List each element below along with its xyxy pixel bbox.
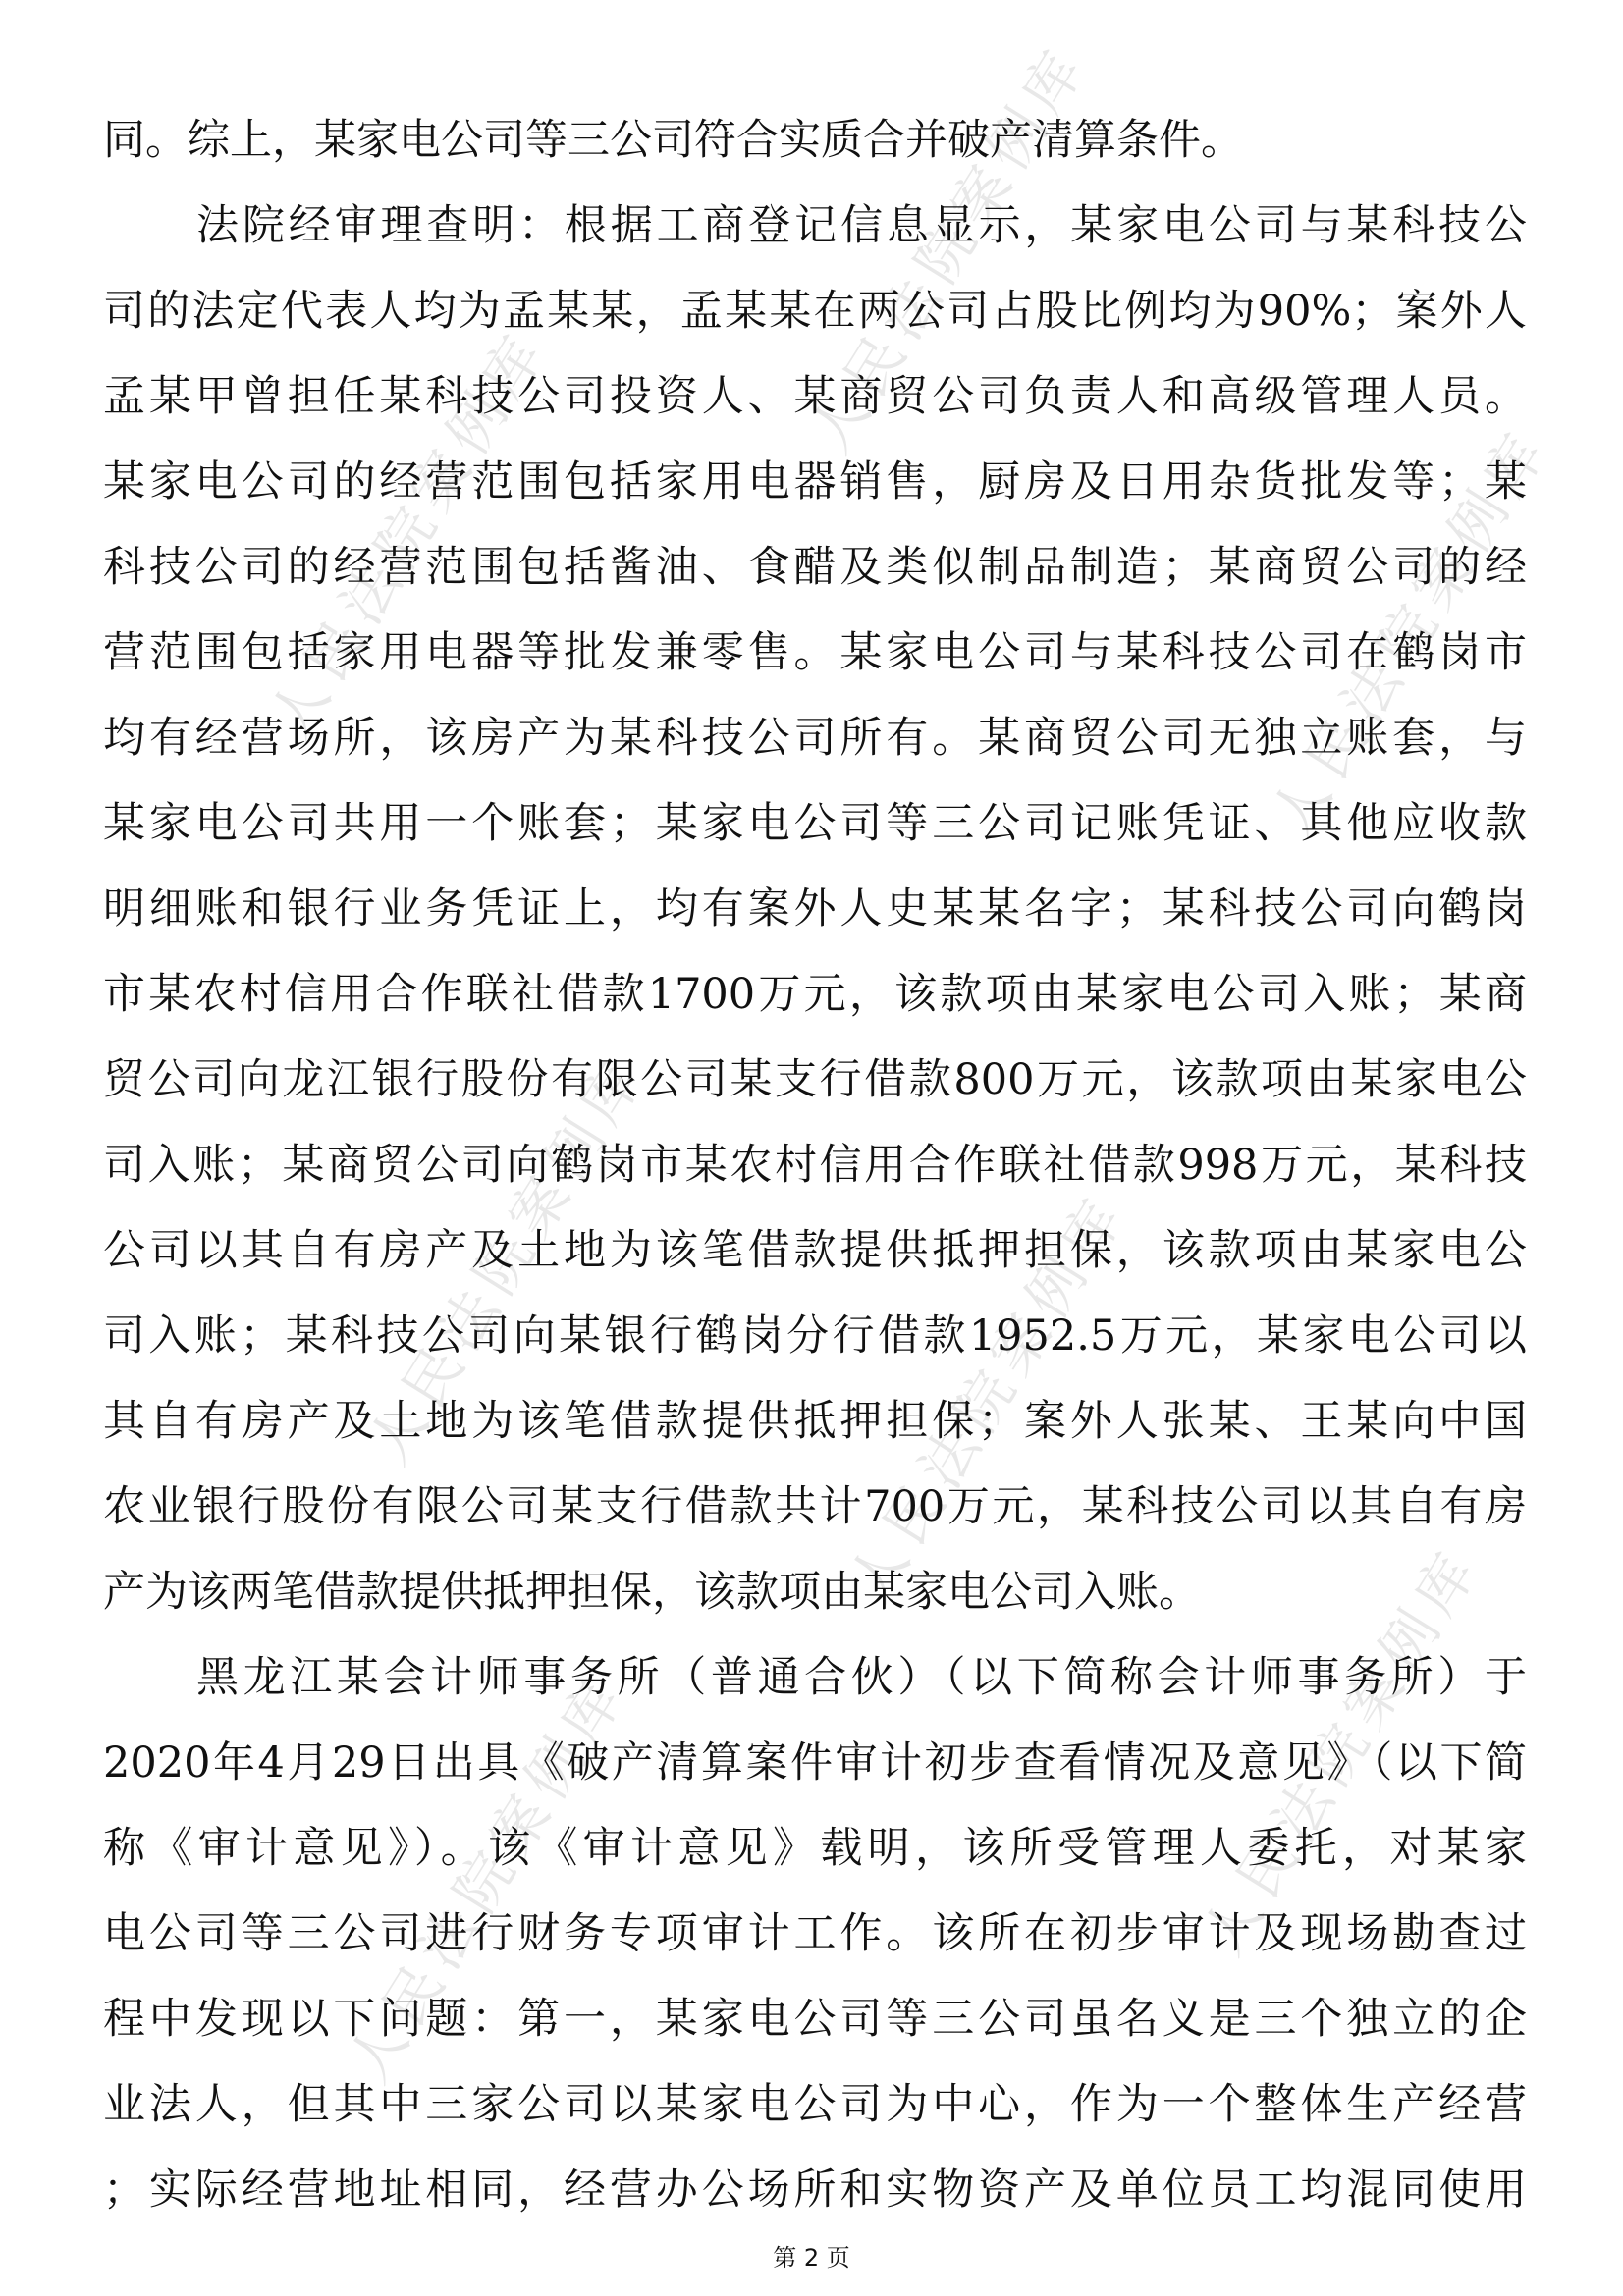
text-line: 产为该两笔借款提供抵押担保，该款项由某家电公司入账。 [103,1568,1201,1617]
text-line: 司入账；某商贸公司向鹤岗市某农村信用合作联社借款998万元，某科技 [103,1141,1527,1190]
watermark-7: 人民法院案例库 [335,1662,639,2094]
watermark-4: 人民法院案例库 [354,1043,659,1475]
watermark-2: 人民法院案例库 [796,32,1101,464]
text-line: 营范围包括家用电器等批发兼零售。某家电公司与某科技公司在鹤岗市 [103,628,1527,677]
text-line: 均有经营场所，该房产为某科技公司所有。某商贸公司无独立账套，与 [103,714,1527,763]
text-line: 某家电公司共用一个账套；某家电公司等三公司记账凭证、其他应收款 [103,799,1527,848]
text-line: ；实际经营地址相同，经营办公场所和实物资产及单位员工均混同使用 [103,2165,1527,2215]
watermark-1: 人民法院案例库 [256,317,561,749]
watermark-5: 人民法院案例库 [836,1181,1140,1613]
text-line: 同。综上，某家电公司等三公司符合实质合并破产清算条件。 [103,116,1243,165]
text-line: 程中发现以下问题：第一，某家电公司等三公司虽名义是三个独立的企 [103,1995,1527,2044]
text-line: 司的法定代表人均为孟某某，孟某某在两公司占股比例均为90%；案外人 [103,287,1527,336]
text-line: 电公司等三公司进行财务专项审计工作。该所在初步审计及现场勘查过 [103,1909,1527,1958]
text-line: 法院经审理查明：根据工商登记信息显示，某家电公司与某科技公 [196,201,1527,250]
text-line: 市某农村信用合作联社借款1700万元，该款项由某家电公司入账；某商 [103,970,1527,1019]
text-line: 业法人，但其中三家公司以某家电公司为中心，作为一个整体生产经营 [103,2080,1527,2129]
text-line: 称《审计意见》）。该《审计意见》载明，该所受管理人委托，对某家 [103,1824,1527,1873]
text-line: 农业银行股份有限公司某支行借款共计700万元，某科技公司以其自有房 [103,1482,1527,1531]
text-line: 孟某甲曾担任某科技公司投资人、某商贸公司负责人和高级管理人员。 [103,372,1527,421]
text-line: 公司以其自有房产及土地为该笔借款提供抵押担保，该款项由某家电公 [103,1226,1527,1275]
text-line: 黑龙江某会计师事务所（普通合伙）（以下简称会计师事务所）于 [196,1653,1527,1702]
text-line: 其自有房产及土地为该笔借款提供抵押担保；案外人张某、王某向中国 [103,1397,1527,1446]
text-line: 2020年4月29日出具《破产清算案件审计初步查看情况及意见》（以下简 [103,1738,1527,1788]
text-line: 贸公司向龙江银行股份有限公司某支行借款800万元，该款项由某家电公 [103,1055,1527,1104]
page-number: 第 2 页 [773,2244,850,2271]
text-line: 司入账；某科技公司向某银行鹤岗分行借款1952.5万元，某家电公司以 [103,1311,1527,1361]
text-line: 某家电公司的经营范围包括家用电器销售，厨房及日用杂货批发等；某 [103,457,1527,507]
text-line: 科技公司的经营范围包括酱油、食醋及类似制品制造；某商贸公司的经 [103,543,1527,592]
text-line: 明细账和银行业务凭证上，均有案外人史某某名字；某科技公司向鹤岗 [103,884,1527,934]
watermark-6: 人民法院案例库 [1189,1534,1493,1966]
watermark-3: 人民法院案例库 [1258,415,1562,847]
